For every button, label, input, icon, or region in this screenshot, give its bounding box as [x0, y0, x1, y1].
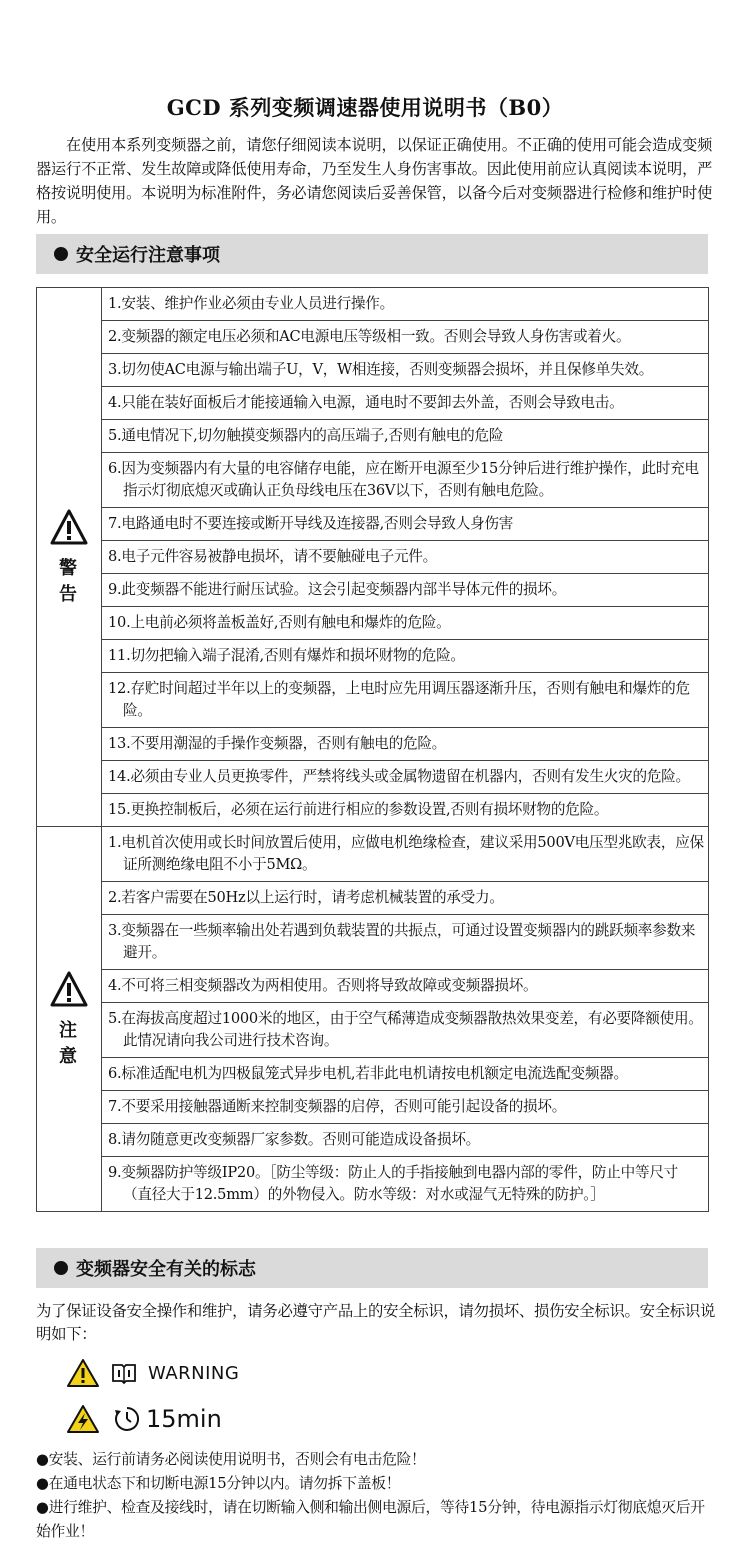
table-row [37, 640, 709, 673]
warning-label: 警 告 [59, 558, 87, 605]
bullet-icon: ● [36, 1451, 49, 1468]
table-row [37, 354, 709, 387]
caution-item-5: 5.在海拔高度超过1000米的地区，由于空气稀薄造成变频器散热效果变差，有必要降额使用。此情况请向我公司进行技术咨询。 [102, 1003, 709, 1058]
safety-bullet-list [36, 1448, 716, 1544]
list-item: ●安装、运行前请务必阅读使用说明书，否则会有电击危险！ [36, 1451, 426, 1468]
page-title: GCD 系列变频调速器使用说明书（B0） [166, 95, 564, 120]
table-row [37, 607, 709, 640]
caution-item-2: 2.若客户需要在50Hz以上运行时，请考虑机械装置的承受力。 [102, 882, 709, 915]
caution-item-1: 1.电机首次使用或长时间放置后使用，应做电机绝缘检查，建议采用500V电压型兆欧表，应保证所测绝缘电阻不小于5MΩ。 [102, 827, 709, 882]
section-title: 安全运行注意事项 [76, 245, 220, 266]
warning-item-15: 15.更换控制板后，必须在运行前进行相应的参数设置,否则有损坏财物的危险。 [102, 794, 709, 827]
warning-item-1: 1.安装、维护作业必须由专业人员进行操作。 [102, 288, 709, 321]
warning-item-2: 2.变频器的额定电压必须和AC电源电压等级相一致。否则会导致人身伤害或着火。 [102, 321, 709, 354]
signs-intro: 为了保证设备安全操作和维护，请务必遵守产品上的安全标识，请勿损坏、损伤安全标识。安全标识说明如下： [36, 1302, 716, 1343]
warning-item-8: 8.电子元件容易被静电损坏，请不要触碰电子元件。 [102, 541, 709, 574]
bullet-dot-icon [54, 247, 68, 261]
warning-item-7: 7.电路通电时不要连接或断开导线及连接器,否则会导致人身伤害 [102, 508, 709, 541]
list-item: ●进行维护、检查及接线时，请在切断输入侧和输出侧电源后，等待15分钟，待电源指示灯彻底熄灭后开始作业！ [36, 1499, 705, 1540]
table-row [37, 288, 709, 321]
warning-item-3: 3.切勿使AC电源与输出端子U，V，W相连接，否则变频器会损坏，并且保修单失效。 [102, 354, 709, 387]
table-row [37, 915, 709, 970]
warning-item-10: 10.上电前必须将盖板盖好,否则有触电和爆炸的危险。 [102, 607, 709, 640]
table-row [37, 321, 709, 354]
caution-item-8: 8.请勿随意更改变频器厂家参数。否则可能造成设备损坏。 [102, 1124, 709, 1157]
intro-paragraph: 在使用本系列变频器之前，请您仔细阅读本说明，以保证正确使用。不正确的使用可能会造成变频器运行不正常、发生故障或降低使用寿命，乃至发生人身伤害事故。因此使用前应认真阅读本说明，严格按说明使用。本说明为标准附件，务必请您阅读后妥善保管，以备今后对变频器进行检修和维护时使用。 [36, 136, 712, 226]
table-row [37, 827, 709, 882]
warning-item-6: 6.因为变频器内有大量的电容储存电能，应在断开电源至少15分钟后进行维护操作，此时充电指示灯彻底熄灭或确认正负母线电压在36V以下，否则有触电危险。 [102, 453, 709, 508]
manual-book-icon [110, 1361, 138, 1385]
timer-sign-text: 15min [146, 1405, 222, 1433]
warning-triangle-icon [66, 1358, 100, 1388]
table-row [37, 453, 709, 508]
warning-item-14: 14.必须由专业人员更换零件，严禁将线头或金属物遗留在机器内，否则有发生火灾的危险。 [102, 761, 709, 794]
table-row [37, 574, 709, 607]
table-row [37, 508, 709, 541]
warning-item-5: 5.通电情况下,切勿触摸变频器内的高压端子,否则有触电的危险 [102, 420, 709, 453]
table-row [37, 1091, 709, 1124]
shock-sign-row [66, 1404, 222, 1434]
safety-notes-table [36, 287, 709, 1212]
caution-item-9: 9.变频器防护等级IP20。［防尘等级：防止人的手指接触到电器内部的零件，防止中等尺寸（直径大于12.5mm）的外物侵入。防水等级：对水或湿气无特殊的防护。］ [102, 1157, 709, 1212]
caution-item-6: 6.标准适配电机为四极鼠笼式异步电机,若非此电机请按电机额定电流选配变频器。 [102, 1058, 709, 1091]
warning-item-13: 13.不要用潮湿的手操作变频器，否则有触电的危险。 [102, 728, 709, 761]
table-row [37, 541, 709, 574]
caution-item-4: 4.不可将三相变频器改为两相使用。否则将导致故障或变频器损坏。 [102, 970, 709, 1003]
electric-shock-triangle-icon [66, 1404, 100, 1434]
caution-label: 注 意 [59, 1020, 87, 1067]
section-bar-safety [36, 234, 708, 274]
table-row [37, 673, 709, 728]
warning-item-9: 9.此变频器不能进行耐压试验。这会引起变频器内部半导体元件的损坏。 [102, 574, 709, 607]
table-row [37, 1157, 709, 1212]
section-bar-signs [36, 1248, 708, 1288]
warning-item-12: 12.存贮时间超过半年以上的变频器，上电时应先用调压器逐渐升压，否则有触电和爆炸的危险。 [102, 673, 709, 728]
table-row [37, 794, 709, 827]
warning-label-cell [37, 288, 102, 827]
table-row [37, 1058, 709, 1091]
warning-item-11: 11.切勿把输入端子混淆,否则有爆炸和损坏财物的危险。 [102, 640, 709, 673]
bullet-icon: ● [36, 1475, 49, 1492]
bullet-icon: ● [36, 1499, 49, 1516]
warning-sign-row [66, 1358, 239, 1388]
warning-item-4: 4.只能在装好面板后才能接通输入电源，通电时不要卸去外盖，否则会导致电击。 [102, 387, 709, 420]
table-row [37, 387, 709, 420]
table-row [37, 420, 709, 453]
table-row [37, 1124, 709, 1157]
section-title: 变频器安全有关的标志 [76, 1259, 256, 1280]
caution-triangle-icon [49, 970, 89, 1008]
table-row [37, 970, 709, 1003]
caution-item-7: 7.不要采用接触器通断来控制变频器的启停，否则可能引起设备的损坏。 [102, 1091, 709, 1124]
table-row [37, 728, 709, 761]
bullet-dot-icon [54, 1261, 68, 1275]
warning-sign-text: WARNING [148, 1362, 240, 1384]
caution-triangle-icon [49, 508, 89, 546]
timer-icon [112, 1404, 142, 1434]
caution-label-cell [37, 827, 102, 1212]
table-row [37, 882, 709, 915]
list-item: ●在通电状态下和切断电源15分钟以内。请勿拆下盖板！ [36, 1475, 401, 1492]
table-row [37, 761, 709, 794]
caution-item-3: 3.变频器在一些频率输出处若遇到负载装置的共振点，可通过设置变频器内的跳跃频率参数来避开。 [102, 915, 709, 970]
table-row [37, 1003, 709, 1058]
